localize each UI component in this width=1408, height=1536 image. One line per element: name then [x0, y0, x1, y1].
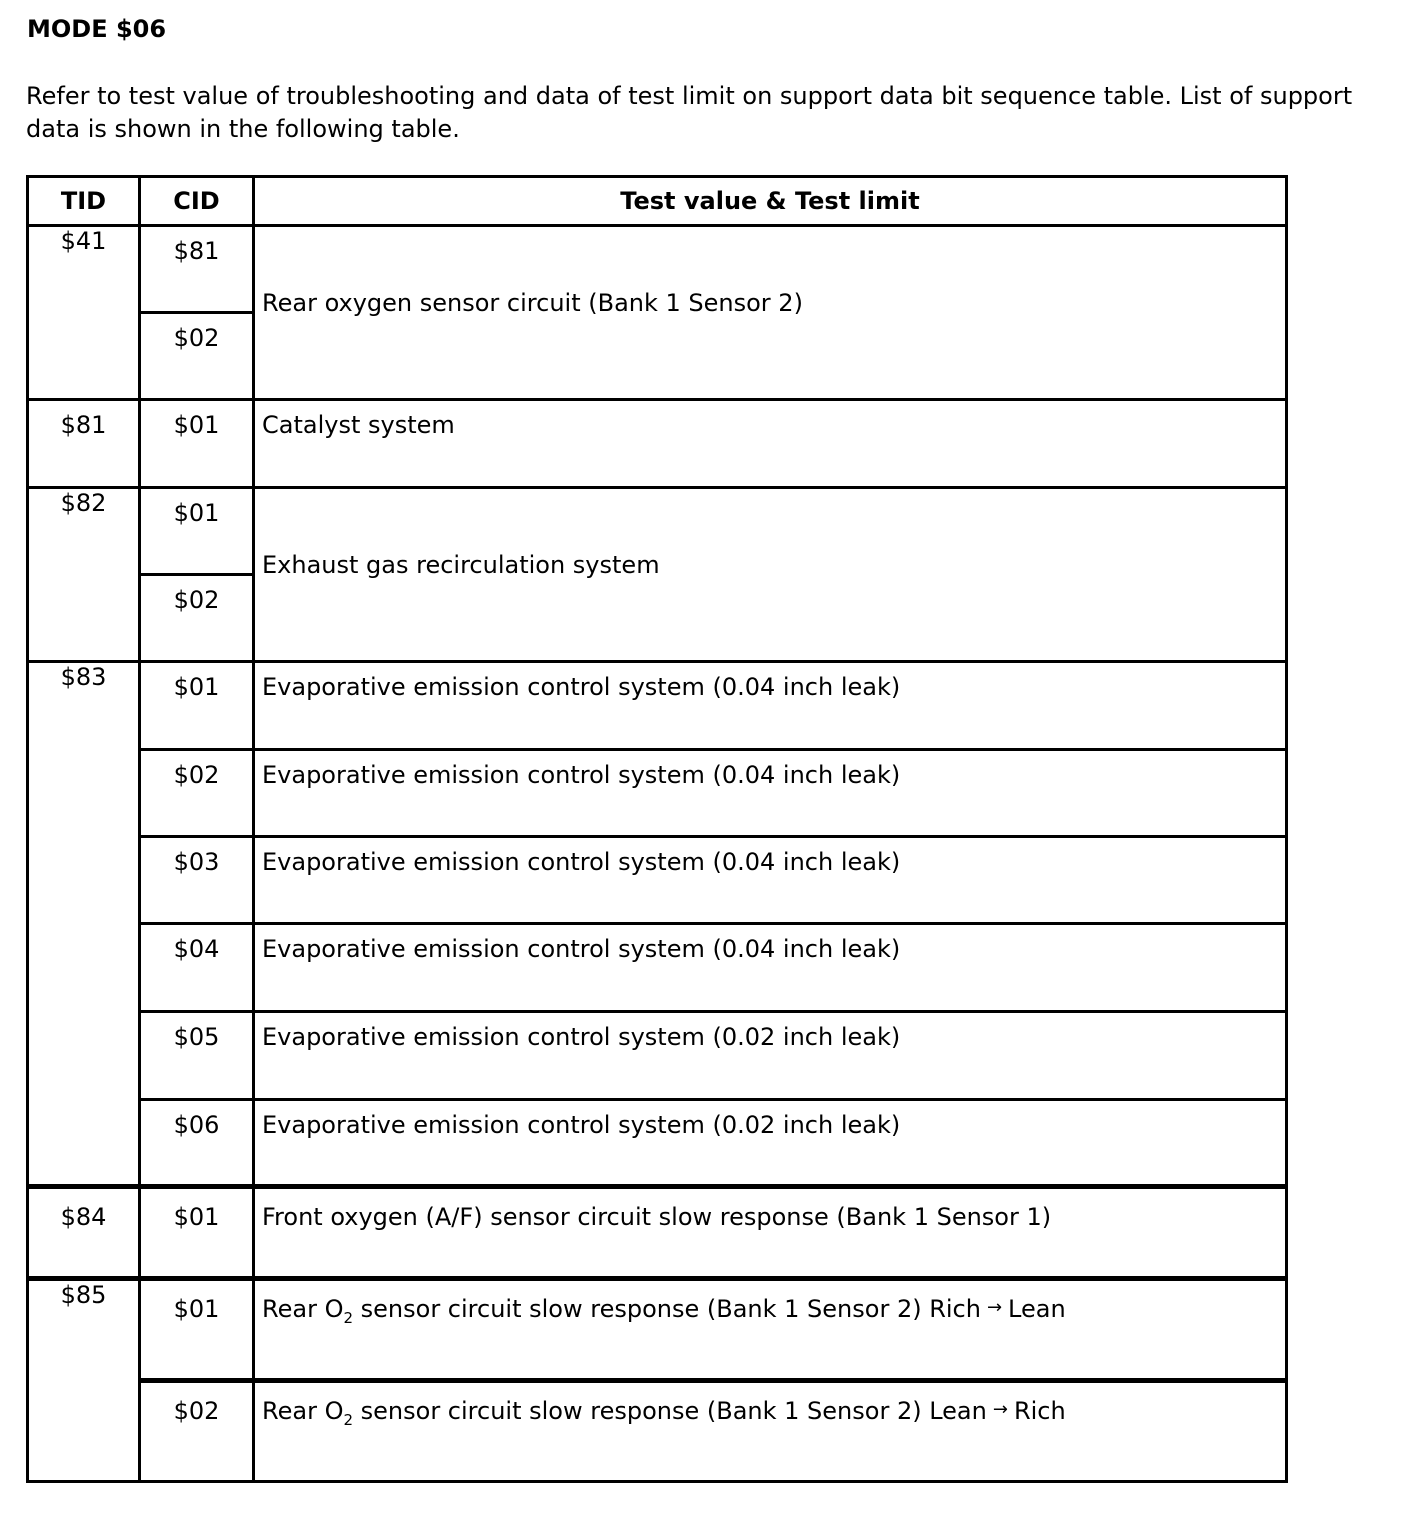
table-row: [28, 750, 1287, 837]
cid-value: $01: [173, 499, 220, 527]
desc-value: Evaporative emission control system (0.02 inch leak): [262, 1023, 901, 1051]
desc-text: sensor circuit slow response (Bank 1 Sensor 2) Lean: [353, 1397, 987, 1425]
arrow-right-icon: →: [992, 1399, 1008, 1420]
header-test-value: Test value & Test limit: [254, 177, 1287, 226]
cid-cell: [140, 1279, 254, 1381]
tid-cell: [28, 1279, 140, 1482]
desc-cell: [254, 1100, 1287, 1187]
cid-value: $01: [173, 673, 220, 701]
cid-cell: [140, 924, 254, 1012]
page-title: MODE $06: [27, 15, 167, 43]
desc-cell: [254, 662, 1287, 750]
desc-value: Evaporative emission control system (0.04 inch leak): [262, 935, 901, 963]
tid-cell: [28, 400, 140, 488]
tid-cell: [28, 226, 140, 400]
tid-cell: [28, 1187, 140, 1279]
desc-value: Front oxygen (A/F) sensor circuit slow response (Bank 1 Sensor 1): [262, 1203, 1052, 1231]
table-row: [28, 1279, 1287, 1381]
desc-cell: [254, 1381, 1287, 1482]
cid-value: $01: [173, 1203, 220, 1231]
cid-value: $05: [173, 1023, 220, 1051]
tid-value: $41: [60, 227, 107, 255]
tid-value: $83: [60, 663, 107, 691]
desc-value: Catalyst system: [262, 411, 455, 439]
desc-value: Evaporative emission control system (0.04 inch leak): [262, 848, 901, 876]
desc-cell: [254, 488, 1287, 662]
cid-cell: [140, 1187, 254, 1279]
cid-cell: [140, 226, 254, 313]
table-row: [28, 1381, 1287, 1482]
table-row: [28, 488, 1287, 575]
cid-value: $02: [173, 586, 220, 614]
cid-value: $02: [173, 761, 220, 789]
cid-value: $03: [173, 848, 220, 876]
desc-cell: [254, 1187, 1287, 1279]
cid-cell: [140, 1381, 254, 1482]
desc-text: Rich: [1013, 1397, 1066, 1425]
table-row: [28, 662, 1287, 750]
desc-cell: [254, 226, 1287, 400]
cid-value: $81: [173, 237, 220, 265]
desc-text: Rear O: [262, 1295, 344, 1323]
subscript: 2: [343, 1309, 354, 1327]
cid-cell: [140, 837, 254, 924]
desc-text: sensor circuit slow response (Bank 1 Sensor 2) Rich: [353, 1295, 981, 1323]
cid-value: $01: [173, 411, 220, 439]
desc-cell: [254, 1012, 1287, 1100]
cid-cell: [140, 662, 254, 750]
tid-value: $84: [60, 1203, 107, 1231]
tid-cell: [28, 662, 140, 1187]
table-row: [28, 837, 1287, 924]
cid-value: $02: [173, 324, 220, 352]
cid-value: $02: [173, 1397, 220, 1425]
desc-text: Rear O: [262, 1397, 344, 1425]
desc-cell: [254, 1279, 1287, 1381]
tid-value: $85: [60, 1281, 107, 1309]
desc-cell: [254, 837, 1287, 924]
cid-cell: [140, 313, 254, 400]
cid-value: $01: [173, 1295, 220, 1323]
support-data-table: [26, 175, 1288, 1483]
table-row: [28, 924, 1287, 1012]
cid-cell: [140, 400, 254, 488]
cid-cell: [140, 488, 254, 575]
desc-cell: [254, 750, 1287, 837]
table-header-row: [28, 177, 1287, 226]
desc-text: Lean: [1008, 1295, 1066, 1323]
tid-value: $81: [60, 411, 107, 439]
table-row: [28, 1100, 1287, 1187]
desc-cell: [254, 924, 1287, 1012]
tid-value: $82: [60, 489, 107, 517]
cid-cell: [140, 575, 254, 662]
table-row: [28, 226, 1287, 313]
tid-cell: [28, 488, 140, 662]
desc-cell: [254, 400, 1287, 488]
desc-value: Evaporative emission control system (0.02 inch leak): [262, 1111, 901, 1139]
cid-value: $06: [173, 1111, 220, 1139]
table-row: [28, 1187, 1287, 1279]
cid-cell: [140, 1012, 254, 1100]
desc-value: [262, 1281, 1285, 1327]
desc-value: [262, 1383, 1285, 1429]
desc-value: Rear oxygen sensor circuit (Bank 1 Sensor 2): [262, 288, 803, 317]
subscript: 2: [343, 1411, 354, 1429]
cid-value: $04: [173, 935, 220, 963]
table-row: [28, 1012, 1287, 1100]
cid-cell: [140, 750, 254, 837]
desc-value: Evaporative emission control system (0.04 inch leak): [262, 761, 901, 789]
cid-cell: [140, 1100, 254, 1187]
desc-value: Evaporative emission control system (0.04 inch leak): [262, 673, 901, 701]
header-tid: TID: [28, 177, 140, 226]
header-cid: CID: [140, 177, 254, 226]
table-row: [28, 400, 1287, 488]
desc-value: Exhaust gas recirculation system: [262, 550, 660, 579]
arrow-right-icon: →: [986, 1297, 1003, 1318]
intro-paragraph: Refer to test value of troubleshooting and data of test limit on support data bit sequence table. List of support data is shown in the following table.: [26, 82, 1353, 143]
